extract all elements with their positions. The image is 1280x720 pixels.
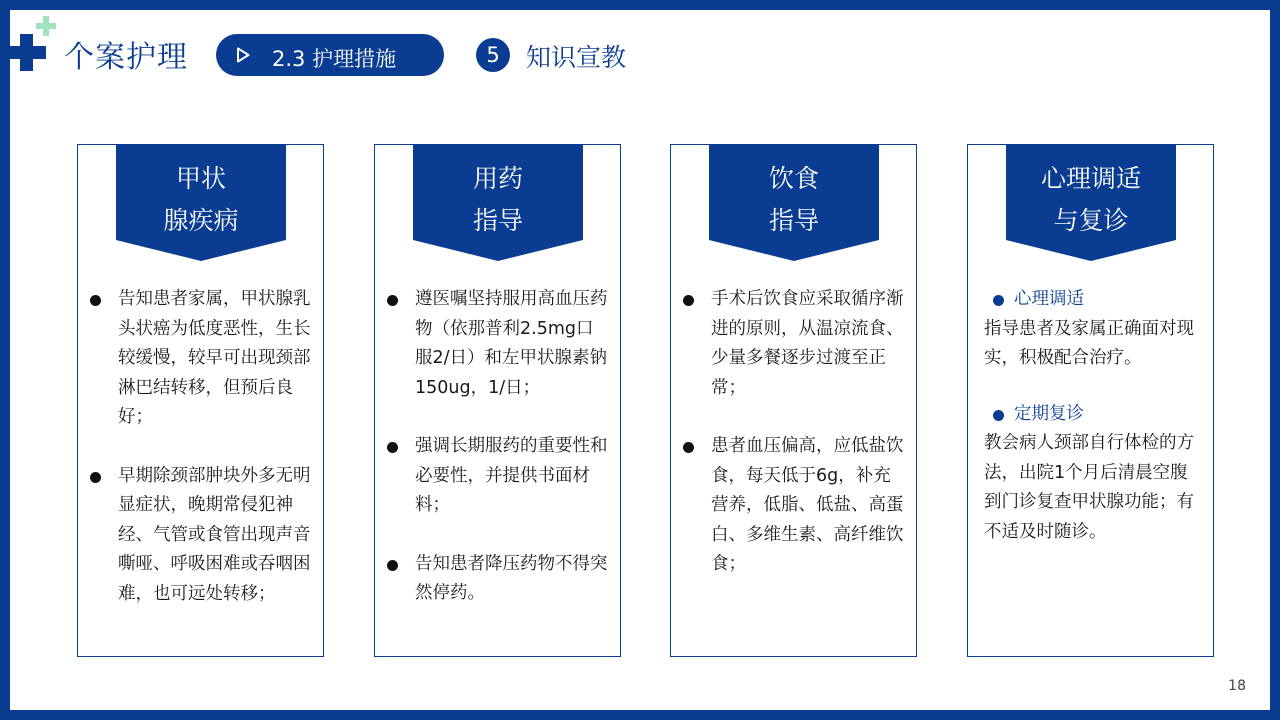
card-psychological-followup bbox=[967, 144, 1214, 657]
list-item-text: 手术后饮食应采取循序渐进的原则，从温凉流食、少量多餐逐步过渡至正常； bbox=[711, 289, 904, 398]
sub-section-text: 教会病人颈部自行体检的方法，出院1个月后清晨空腹到门诊复查甲状腺功能；有不适及时随诊。 bbox=[984, 433, 1194, 542]
card-heading-banner bbox=[1006, 144, 1176, 261]
card-heading-line2: 与复诊 bbox=[1053, 206, 1129, 235]
frame-top-border bbox=[0, 0, 1280, 10]
list-item bbox=[385, 432, 608, 521]
card-heading-line1: 饮食 bbox=[768, 164, 819, 193]
frame-bottom-border bbox=[0, 710, 1280, 720]
card-heading-line2: 腺疾病 bbox=[163, 206, 239, 235]
bullet-icon bbox=[683, 295, 694, 306]
list-item bbox=[385, 550, 608, 609]
page-number: 18 bbox=[1228, 678, 1246, 694]
list-item-text: 强调长期服药的重要性和必要性，并提供书面材料； bbox=[415, 436, 608, 515]
card-heading-banner bbox=[413, 144, 583, 261]
section-pill-label: 2.3 护理措施 bbox=[272, 47, 397, 71]
sub-section-followup bbox=[984, 400, 1201, 548]
bullet-icon bbox=[683, 442, 694, 453]
bullet-icon bbox=[387, 442, 398, 453]
card-heading-line1: 用药 bbox=[472, 164, 523, 193]
card-heading-banner bbox=[116, 144, 286, 261]
card-heading-line2: 指导 bbox=[472, 206, 523, 235]
card-diet-guidance bbox=[670, 144, 917, 657]
list-item-text: 告知患者家属，甲状腺乳头状癌为低度恶性，生长较缓慢，较早可出现颈部淋巴结转移，但预后良好； bbox=[118, 289, 311, 427]
list-item bbox=[88, 462, 311, 610]
list-item-text: 早期除颈部肿块外多无明显症状，晚期常侵犯神经、气管或食管出现声音嘶哑、呼吸困难或吞咽困难，也可远处转移； bbox=[118, 465, 311, 604]
play-icon bbox=[236, 47, 250, 67]
frame-right-border bbox=[1270, 0, 1280, 720]
list-item bbox=[385, 285, 608, 403]
card-heading-line1: 甲状 bbox=[175, 164, 226, 193]
card-heading-line1: 心理调适 bbox=[1040, 164, 1141, 193]
sub-section-title: 心理调适 bbox=[1014, 289, 1084, 309]
bullet-icon bbox=[387, 295, 398, 306]
card-heading-banner bbox=[709, 144, 879, 261]
list-item-text: 遵医嘱坚持服用高血压药物（依那普利2.5mg口服2/日）和左甲状腺素钠150ug，1/日； bbox=[415, 289, 608, 398]
step-number-badge: 5 bbox=[476, 38, 510, 72]
list-item bbox=[681, 432, 904, 580]
frame-left-border bbox=[0, 0, 10, 720]
page-title: 个案护理 bbox=[64, 40, 188, 75]
sub-section-title: 定期复诊 bbox=[1014, 403, 1084, 424]
bullet-icon bbox=[387, 560, 398, 571]
bullet-icon bbox=[993, 295, 1004, 306]
bullet-icon bbox=[90, 295, 101, 306]
card-heading-line2: 指导 bbox=[768, 206, 819, 235]
list-item bbox=[88, 285, 311, 433]
sub-section-psychology bbox=[984, 285, 1201, 374]
bullet-icon bbox=[993, 410, 1004, 421]
medical-cross-logo-icon bbox=[8, 16, 58, 74]
card-thyroid-disease bbox=[77, 144, 324, 657]
sub-section-text: 指导患者及家属正确面对现实，积极配合治疗。 bbox=[984, 318, 1194, 368]
list-item-text: 告知患者降压药物不得突然停药。 bbox=[415, 553, 608, 603]
bullet-icon bbox=[90, 472, 101, 483]
list-item bbox=[681, 285, 904, 403]
card-medication-guidance bbox=[374, 144, 621, 657]
step-label: 知识宣教 bbox=[526, 43, 627, 72]
list-item-text: 患者血压偏高，应低盐饮食，每天低于6g，补充营养，低脂、低盐、高蛋白、多维生素、高纤维饮食； bbox=[711, 436, 904, 574]
section-pill bbox=[216, 34, 444, 76]
